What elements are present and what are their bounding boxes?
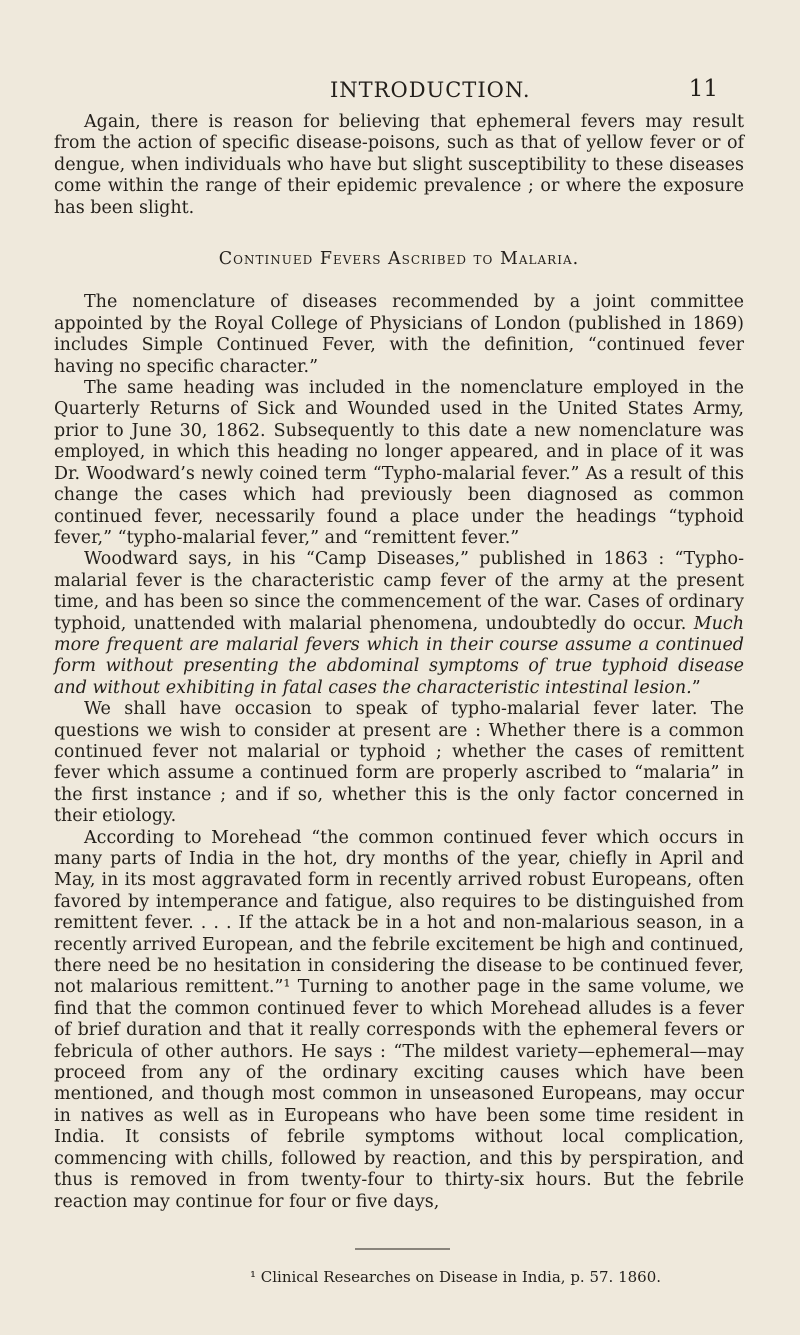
paragraph-woodward bbox=[54, 549, 744, 699]
paragraph-army-returns: The same heading was included in the nomenclature employed in the Quarterly Returns of Sick and Wounded used in the United States Army, prior to June 30, 1862. Subsequently to this date a new nomenclature was employed, in which this heading no longer appeared, and in place of it was Dr. Woodward’s newly coined term “Typho-malarial fever.” As a result of this change the cases which had previously been diagnosed as common continued fever, necessarily found a place under the headings “typhoid fever,” “typho-malarial fever,” and “remittent fever.” bbox=[54, 378, 744, 548]
paragraph-questions: We shall have occasion to speak of typho-malarial fever later. The questions we wish to consider at present are : Whether there is a common continued fever not malarial or typhoid ; whether the cases of remittent fever which assume a continued form are properly ascribed to “malaria” in the first instance ; and if so, whether this is the only factor concerned in their etiology. bbox=[54, 699, 744, 827]
woodward-italic-quote: Much more frequent are malarial fevers which in their course assume a continued form without presenting the abdominal symptoms of true typhoid disease and without exhibiting in fatal cases the characteristic intestinal lesion. bbox=[54, 613, 744, 698]
page-header bbox=[0, 78, 800, 108]
footnote: ¹ Clinical Researches on Disease in India, p. 57. 1860. bbox=[250, 1268, 662, 1286]
running-head: INTRODUCTION. bbox=[330, 78, 531, 102]
paragraph-nomenclature: The nomenclature of diseases recommended by a joint committee appointed by the Royal College of Physicians of London (published in 1869) includes Simple Continued Fever, with the definition, “continued fever having no specific character.” bbox=[54, 292, 744, 377]
body-text bbox=[54, 112, 744, 1213]
woodward-quote-start: Woodward says, in his “Camp Diseases,” published in 1863 : “Typho-malarial fever is the characteristic camp fever of the army at the present time, and has been so since the commencement of the war. Cases of ordinary typhoid, unattended with malarial phenomena, undoubtedly do occur. bbox=[54, 549, 744, 634]
paragraph-morehead: According to Morehead “the common continued fever which occurs in many parts of India in the hot, dry months of the year, chiefly in April and May, in its most aggravated form in recently arrived robust Europeans, often favored by intemperance and fatigue, also requires to be distinguished from remittent fever. . . . If the attack be in a hot and non-malarious season, in a recently arrived European, and the febrile excitement be high and continued, there need be no hesitation in considering the disease to be continued fever, not malarious remittent.”¹ Turning to another page in the same volume, we find that the common continued fever to which Morehead alludes is a fever of brief duration and that it really corresponds with the ephemeral fevers or febricula of other authors. He says : “The mildest variety—ephemeral—may proceed from any of the ordinary exciting causes which have been mentioned, and though most common in unseasoned Europeans, may occur in natives as well as in Europeans who have been some time resident in India. It consists of febrile symptoms without local complication, commencing with chills, followed by reaction, and this by perspiration, and thus is removed in from twenty-four to thirty-six hours. But the febrile reaction may continue for four or five days, bbox=[54, 827, 744, 1212]
footnote-rule bbox=[355, 1248, 450, 1250]
page-number: 11 bbox=[688, 76, 718, 102]
section-heading: Continued Fevers Ascribed to Malaria. bbox=[218, 249, 580, 270]
intro-paragraph: Again, there is reason for believing that ephemeral fevers may result from the action of specific disease-poisons, such as that of yellow fever or of dengue, when individuals who have but slight susceptibility to these diseases come within the range of their epidemic prevalence ; or where the exposure has been slight. bbox=[54, 112, 744, 218]
woodward-quote-end: ” bbox=[691, 677, 701, 698]
